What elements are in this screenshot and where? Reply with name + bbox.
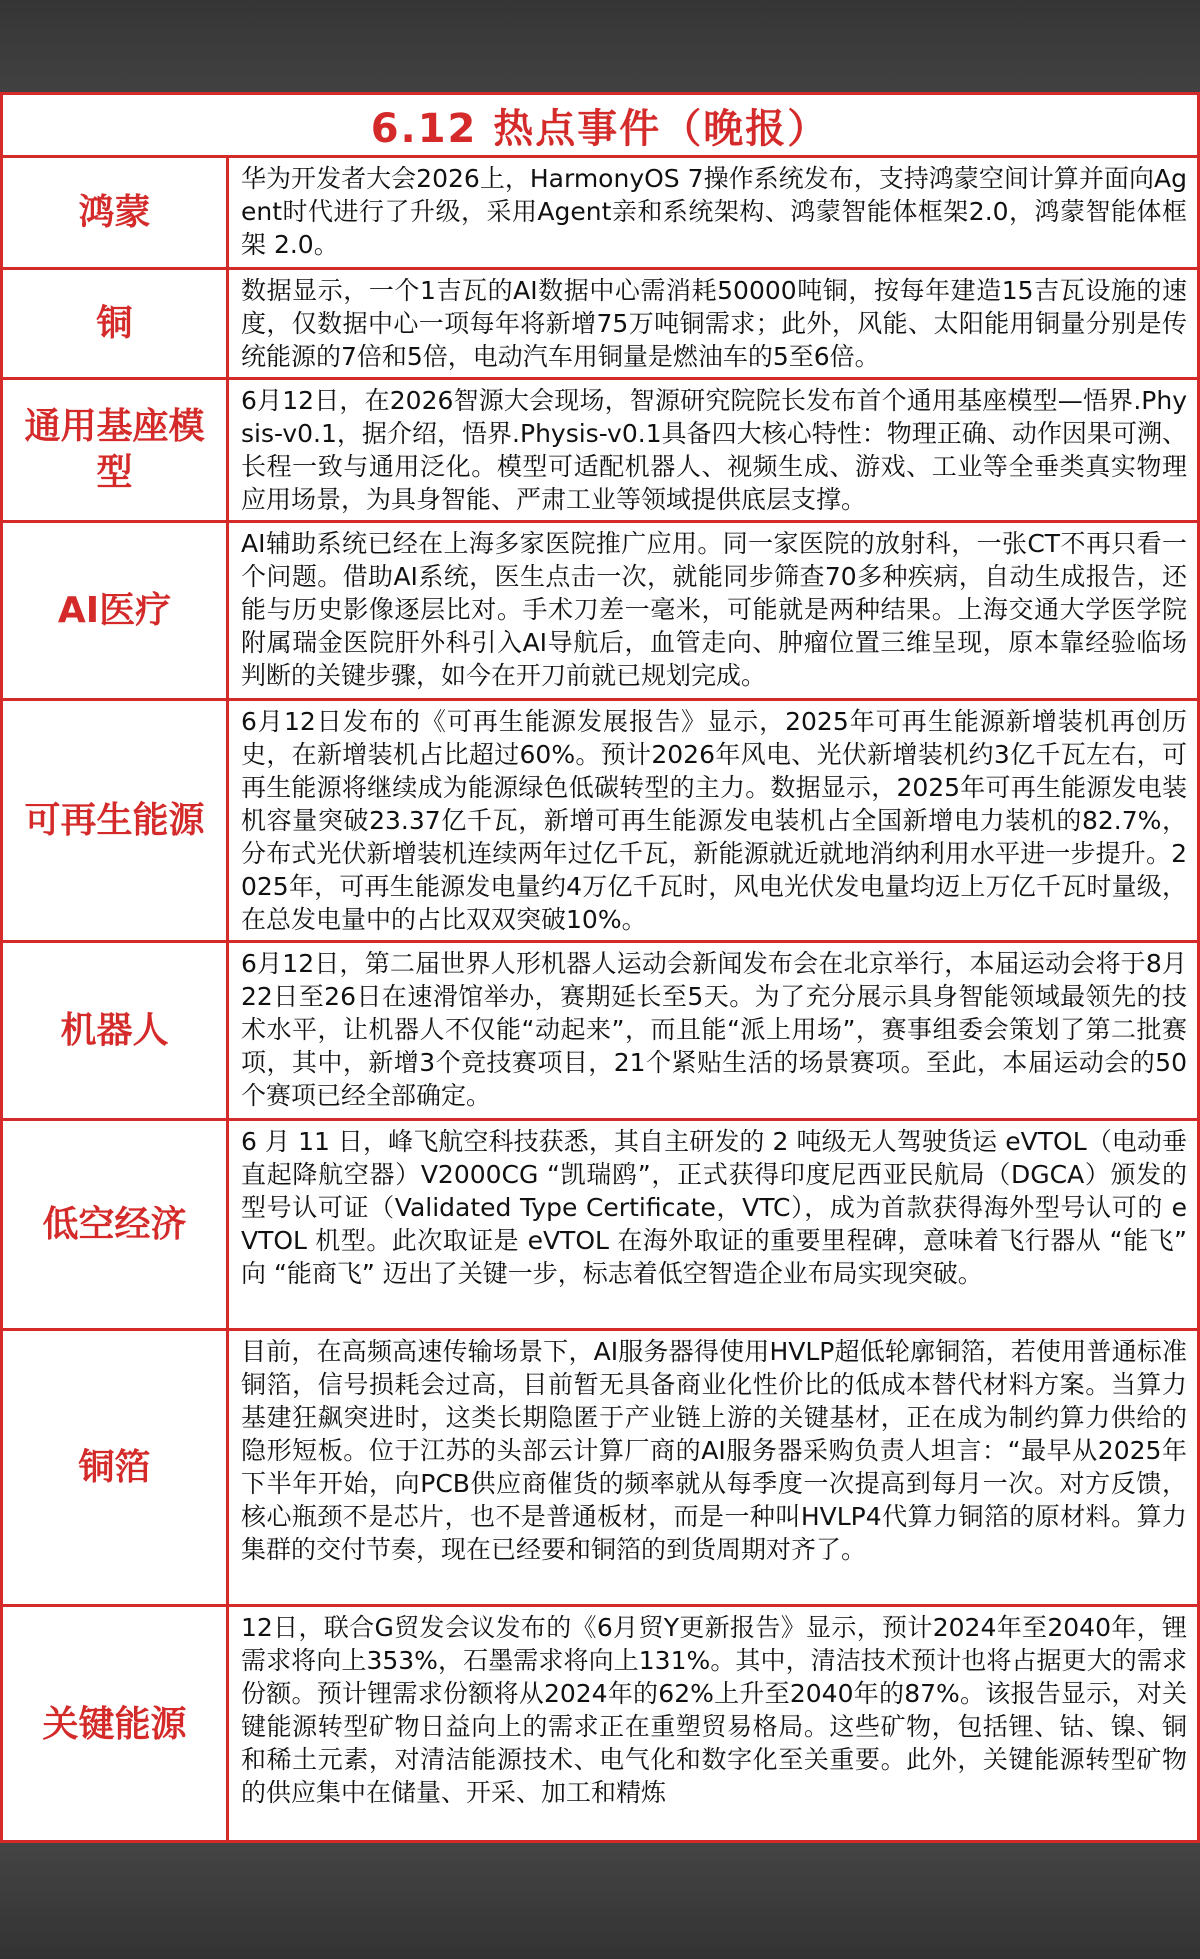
row-content: 数据显示，一个1吉瓦的AI数据中心需消耗50000吨铜，按每年建造15吉瓦设施的速度，仅数据中心一项每年将新增75万吨铜需求；此外，风能、太阳能用铜量分别是传统能源的7倍和5倍，电动汽车用铜量是燃油车的5至6倍。 [241, 276, 1187, 371]
row-content: 6月12日，第二届世界人形机器人运动会新闻发布会在北京举行，本届运动会将于8月22日至26日在速滑馆举办，赛期延长至5天。为了充分展示具身智能领域最领先的技术水平，让机器人不仅能“动起来”，而且能“派上用场”，赛事组委会策划了第二批赛项，其中，新增3个竞技赛项目，21个紧贴生活的场景赛项。至此，本届运动会的50个赛项已经全部确定。 [241, 949, 1187, 1110]
row-content: 6月12日，在2026智源大会现场，智源研究院院长发布首个通用基座模型—悟界.Physis-v0.1，据介绍，悟界.Physis-v0.1具备四大核心特性：物理正确、动作因果可溯、长程一致与通用泛化。模型可适配机器人、视频生成、游戏、工业等全垂类真实物理应用场景，为具身智能、严肃工业等领域提供底层支撑。 [241, 386, 1187, 514]
top-dark-margin [0, 0, 1200, 92]
row-label: 通用基座模型 [3, 380, 229, 520]
table-row [3, 270, 1197, 380]
row-content: 目前，在高频高速传输场景下，AI服务器得使用HVLP超低轮廓铜箔，若使用普通标准铜箔，信号损耗会过高，目前暂无具备商业化性价比的低成本替代材料方案。当算力基建狂飙突进时，这类长期隐匿于产业链上游的关键基材，正在成为制约算力供给的隐形短板。位于江苏的头部云计算厂商的AI服务器采购负责人坦言：“最早从2025年下半年开始，向PCB供应商催货的频率就从每季度一次提高到每月一次。对方反馈，核心瓶颈不是芯片，也不是普通板材，而是一种叫HVLP4代算力铜箔的原材料。算力集群的交付节奏，现在已经要和铜箔的到货周期对齐了。 [241, 1337, 1187, 1564]
row-label: 机器人 [3, 943, 229, 1118]
row-label: 关键能源 [3, 1607, 229, 1843]
row-label: 鸿蒙 [3, 158, 229, 267]
table-row [3, 1607, 1197, 1843]
row-label: 铜 [3, 270, 229, 377]
row-label: 铜箔 [3, 1331, 229, 1604]
row-label: AI医疗 [3, 523, 229, 698]
row-content: 6 月 11 日，峰飞航空科技获悉，其自主研发的 2 吨级无人驾驶货运 eVTOL（电动垂直起降航空器）V2000CG “凯瑞鸥”，正式获得印度尼西亚民航局（DGCA）颁发的型号认可证（Validated Type Certificate，VTC），成为首款获得海外型号认可的 eVTOL 机型。此次取证是 eVTOL 在海外取证的重要里程碑，意味着飞行器从 “能飞” 向 “能商飞” 迈出了关键一步，标志着低空智造企业布局实现突破。 [241, 1127, 1187, 1288]
table-row [3, 943, 1197, 1121]
table-row [3, 1121, 1197, 1331]
row-label: 低空经济 [3, 1121, 229, 1328]
row-content: 6月12日发布的《可再生能源发展报告》显示，2025年可再生能源新增装机再创历史，在新增装机占比超过60%。预计2026年风电、光伏新增装机约3亿千瓦左右，可再生能源将继续成为能源绿色低碳转型的主力。数据显示，2025年可再生能源发电装机容量突破23.37亿千瓦，新增可再生能源发电装机占全国新增电力装机的82.7%，分布式光伏新增装机连续两年过亿千瓦，新能源就近就地消纳利用水平进一步提升。2025年，可再生能源发电量约4万亿千瓦时，风电光伏发电量均迈上万亿千瓦时量级，在总发电量中的占比双双突破10%。 [241, 707, 1187, 934]
row-content: AI辅助系统已经在上海多家医院推广应用。同一家医院的放射科，一张CT不再只看一个问题。借助AI系统，医生点击一次，就能同步筛查70多种疾病，自动生成报告，还能与历史影像逐层比对。手术刀差一毫米，可能就是两种结果。上海交通大学医学院附属瑞金医院肝外科引入AI导航后，血管走向、肿瘤位置三维呈现，原本靠经验临场判断的关键步骤，如今在开刀前就已规划完成。 [241, 529, 1187, 690]
table-row [3, 1331, 1197, 1607]
row-content: 12日，联合G贸发会议发布的《6月贸Y更新报告》显示，预计2024年至2040年，锂需求将向上353%，石墨需求将向上131%。其中，清洁技术预计也将占据更大的需求份额。预计锂需求份额将从2024年的62%上升至2040年的87%。该报告显示，对关键能源转型矿物日益向上的需求正在重塑贸易格局。这些矿物，包括锂、钴、镍、铜和稀土元素，对清洁能源技术、电气化和数字化至关重要。此外，关键能源转型矿物的供应集中在储量、开采、加工和精炼 [241, 1613, 1187, 1807]
bottom-dark-margin [0, 1843, 1200, 1959]
table-row [3, 380, 1197, 523]
table-row [3, 158, 1197, 270]
table-row [3, 523, 1197, 701]
row-content: 华为开发者大会2026上，HarmonyOS 7操作系统发布，支持鸿蒙空间计算并面向Agent时代进行了升级，采用Agent亲和系统架构、鸿蒙智能体框架2.0，鸿蒙智能体框架 2.0。 [241, 164, 1187, 259]
page-title: 6.12 热点事件（晚报） [3, 95, 1197, 158]
table-row [3, 701, 1197, 943]
news-sheet [0, 92, 1200, 1843]
row-label: 可再生能源 [3, 701, 229, 940]
